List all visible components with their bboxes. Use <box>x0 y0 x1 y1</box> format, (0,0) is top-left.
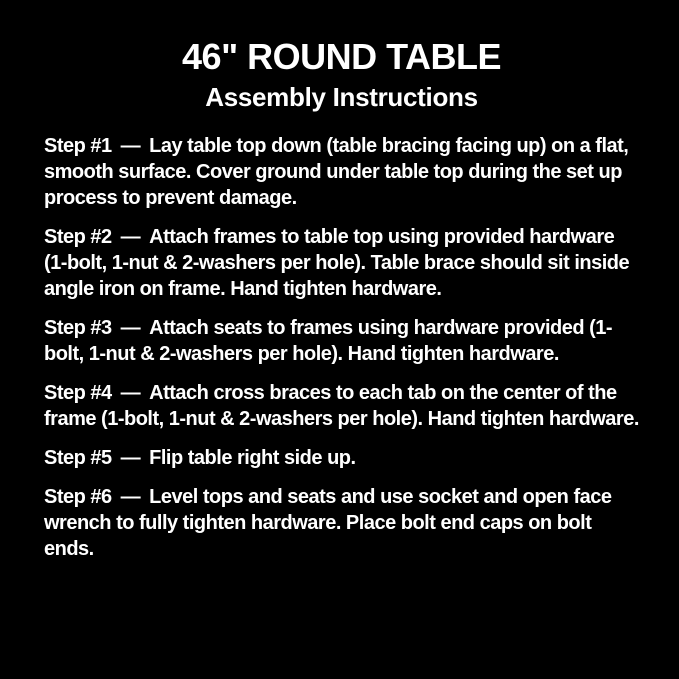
step-item-4 <box>44 380 641 432</box>
step-item-3 <box>44 315 641 367</box>
page-title: 46" ROUND TABLE <box>182 36 501 77</box>
step-text: Lay table top down (table bracing facing up) on a flat, smooth surface. Cover ground under table top during the set up process to prevent damage. <box>44 135 629 210</box>
step-text: Attach seats to frames using hardware provided (1-bolt, 1-nut & 2-washers per hole). Hand tighten hardware. <box>44 317 613 366</box>
step-dash: — <box>120 226 141 249</box>
step-dash: — <box>120 317 141 340</box>
steps-list <box>44 133 641 562</box>
step-dash: — <box>120 447 141 470</box>
step-label: Step #5 <box>44 447 112 470</box>
step-text: Attach frames to table top using provided hardware (1-bolt, 1-nut & 2-washers per hole). Table brace should sit inside angle iron on frame. Hand tighten hardware. <box>44 226 630 301</box>
step-text: Level tops and seats and use socket and open face wrench to fully tighten hardware. Place bolt end caps on bolt ends. <box>44 486 612 561</box>
step-label: Step #6 <box>44 486 112 509</box>
step-label: Step #3 <box>44 317 112 340</box>
step-text: Flip table right side up. <box>149 447 356 470</box>
step-dash: — <box>120 135 141 158</box>
page-subtitle: Assembly Instructions <box>205 82 478 113</box>
step-item-6 <box>44 484 641 562</box>
step-label: Step #1 <box>44 135 112 158</box>
step-item-5 <box>44 445 641 471</box>
step-text: Attach cross braces to each tab on the center of the frame (1-bolt, 1-nut & 2-washers per hole). Hand tighten hardware. <box>44 382 639 431</box>
step-item-2 <box>44 224 641 302</box>
step-dash: — <box>120 486 141 509</box>
step-dash: — <box>120 382 141 405</box>
step-label: Step #2 <box>44 226 112 249</box>
step-label: Step #4 <box>44 382 112 405</box>
step-item-1 <box>44 133 641 211</box>
